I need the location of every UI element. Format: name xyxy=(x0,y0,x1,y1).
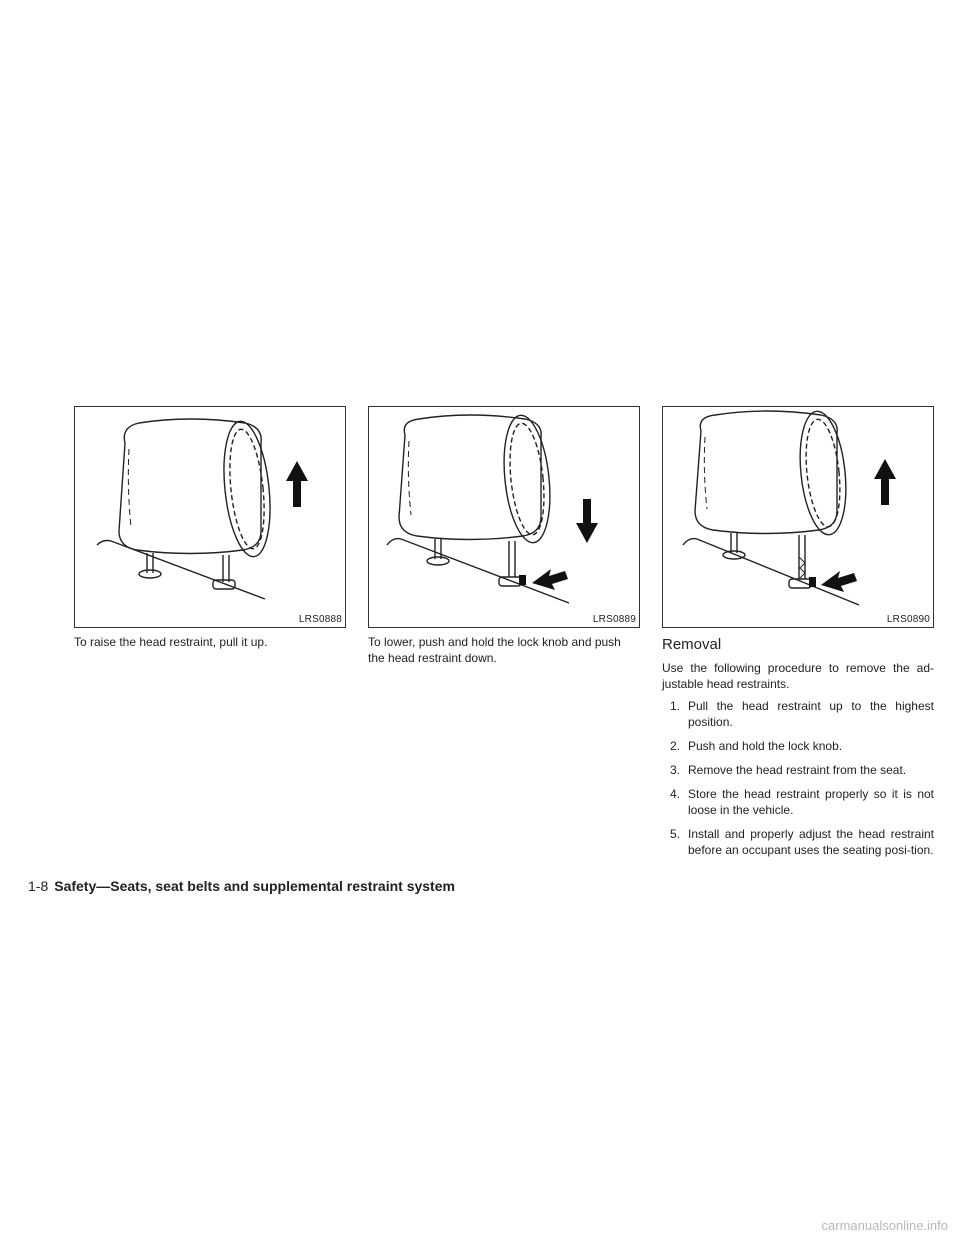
page-number: 1-8 xyxy=(28,878,49,894)
arrow-down-icon xyxy=(576,499,598,543)
figure-caption-lower: To lower, push and hold the lock knob and push the head restraint down. xyxy=(368,635,621,665)
step-number: 2. xyxy=(670,739,681,753)
list-item xyxy=(662,762,934,778)
page-footer xyxy=(28,878,455,894)
list-item xyxy=(662,786,934,818)
step-number: 1. xyxy=(670,699,681,713)
list-item xyxy=(662,826,934,858)
list-item xyxy=(662,698,934,730)
arrow-push-icon xyxy=(532,569,568,590)
arrow-up-icon xyxy=(286,461,308,507)
figure-caption-raise: To raise the head restraint, pull it up. xyxy=(74,635,268,649)
figure-lower-head-restraint xyxy=(368,406,640,628)
step-text: Store the head restraint properly so it is not loose in the vehicle. xyxy=(688,787,934,817)
list-item xyxy=(662,738,934,754)
figure-code: LRS0890 xyxy=(886,614,930,625)
head-restraint-illustration xyxy=(369,407,640,628)
figure-code: LRS0888 xyxy=(298,614,342,625)
arrow-push-icon xyxy=(821,571,857,592)
arrow-up-icon xyxy=(874,459,896,505)
step-text: Push and hold the lock knob. xyxy=(688,739,843,753)
step-number: 3. xyxy=(670,763,681,777)
step-number: 4. xyxy=(670,787,681,801)
removal-intro: Use the following procedure to remove the ad-justable head restraints. xyxy=(662,661,934,691)
watermark: carmanualsonline.info xyxy=(821,1218,948,1233)
chapter-title: Safety—Seats, seat belts and supplemental restraint system xyxy=(54,878,455,894)
figure-remove-head-restraint xyxy=(662,406,934,628)
head-restraint-illustration xyxy=(663,407,934,628)
section-heading-removal: Removal xyxy=(662,636,722,653)
step-text: Pull the head restraint up to the highest position. xyxy=(688,699,934,729)
head-restraint-illustration xyxy=(75,407,346,628)
removal-steps-list xyxy=(662,698,934,866)
figure-code: LRS0889 xyxy=(592,614,636,625)
step-text: Install and properly adjust the head restraint before an occupant uses the seating posi-tion. xyxy=(688,827,934,857)
figure-raise-head-restraint xyxy=(74,406,346,628)
step-text: Remove the head restraint from the seat. xyxy=(688,763,907,777)
step-number: 5. xyxy=(670,827,681,841)
